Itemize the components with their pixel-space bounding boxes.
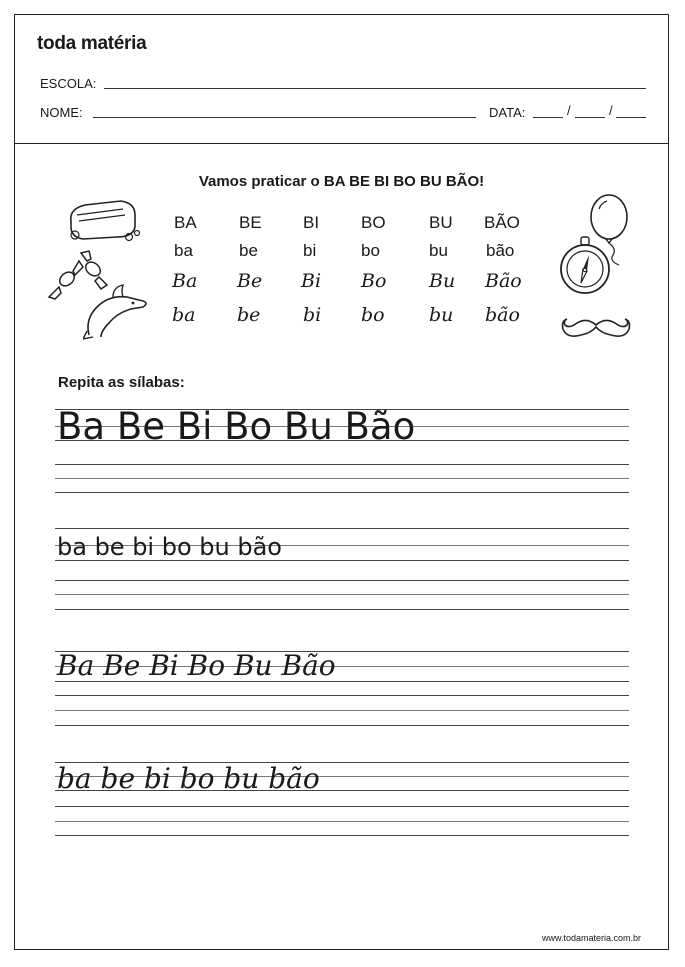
section-subtitle: Repita as sílabas:	[58, 374, 185, 391]
mustache-icon	[561, 315, 631, 345]
worksheet-title: Vamos praticar o BA BE BI BO BU BÃO!	[198, 173, 485, 190]
practice-cursive-lower: ba be bi bo bu bão	[57, 762, 320, 795]
syllable-cursive-upper: Bão	[485, 270, 522, 292]
syllable-upper: BE	[239, 213, 262, 232]
worksheet	[14, 14, 669, 950]
writing-line[interactable]	[55, 492, 629, 493]
syllable-lower: ba	[174, 241, 193, 260]
practice-print-upper: Ba Be Bi Bo Bu Bão	[57, 405, 416, 448]
syllable-cursive-lower: bi	[303, 304, 322, 326]
writing-line[interactable]	[55, 464, 629, 465]
syllable-upper: BA	[174, 213, 197, 232]
date-month-field[interactable]	[575, 117, 605, 118]
syllable-lower: bo	[361, 241, 380, 260]
soap-bar-icon	[63, 193, 143, 245]
syllable-cursive-upper: Be	[237, 270, 263, 292]
guide-line	[55, 528, 629, 529]
syllable-cursive-upper: Bu	[429, 270, 456, 292]
name-label: NOME:	[40, 105, 83, 120]
worksheet-header	[15, 15, 668, 144]
syllable-cursive-upper: Ba	[172, 270, 198, 292]
syllable-lower: bão	[486, 241, 515, 260]
footer-url: www.todamateria.com.br	[541, 933, 641, 943]
writing-line[interactable]	[55, 594, 629, 595]
syllable-lower: be	[239, 241, 258, 260]
syllable-cursive-lower: bu	[429, 304, 454, 326]
syllable-lower: bu	[429, 241, 448, 260]
syllable-cursive-lower: bão	[485, 304, 520, 326]
school-label: ESCOLA:	[40, 76, 97, 91]
writing-line[interactable]	[55, 710, 629, 711]
writing-line[interactable]	[55, 821, 629, 822]
syllable-upper: BU	[429, 213, 453, 232]
writing-line[interactable]	[55, 835, 629, 836]
date-label: DATA:	[489, 105, 526, 120]
name-field[interactable]	[93, 117, 476, 118]
dolphin-icon	[83, 279, 153, 341]
brand-logo: toda matéria	[37, 33, 147, 54]
date-separator: /	[609, 103, 613, 118]
syllable-lower: bi	[303, 241, 317, 260]
syllable-upper: BO	[361, 213, 386, 232]
compass-icon	[555, 233, 617, 299]
practice-print-lower: ba be bi bo bu bão	[57, 533, 282, 561]
syllable-cursive-lower: ba	[172, 304, 196, 326]
writing-line[interactable]	[55, 478, 629, 479]
practice-cursive-upper: Ba Be Bi Bo Bu Bão	[57, 649, 336, 682]
date-separator: /	[567, 103, 571, 118]
date-year-field[interactable]	[616, 117, 646, 118]
syllable-cursive-lower: be	[237, 304, 261, 326]
writing-line[interactable]	[55, 806, 629, 807]
writing-line[interactable]	[55, 580, 629, 581]
syllable-upper: BÃO	[484, 213, 520, 232]
syllable-cursive-upper: Bo	[361, 270, 387, 292]
writing-line[interactable]	[55, 725, 629, 726]
syllable-upper: BI	[303, 213, 320, 232]
writing-line[interactable]	[55, 609, 629, 610]
school-field[interactable]	[104, 88, 646, 89]
writing-line[interactable]	[55, 695, 629, 696]
date-day-field[interactable]	[533, 117, 563, 118]
syllable-cursive-upper: Bi	[301, 270, 322, 292]
syllable-cursive-lower: bo	[361, 304, 385, 326]
